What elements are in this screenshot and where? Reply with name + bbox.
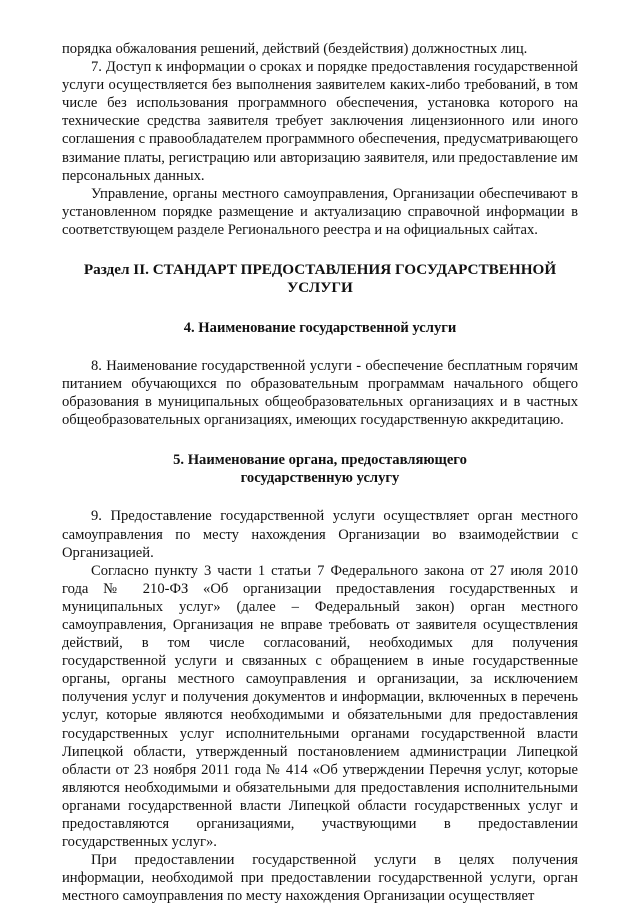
last-paragraph: При предоставлении государственной услуги в целях получения информации, необходимой при предоставлении государственной услуги, орган местного самоуправления по месту нахождения Организации осуществляет [62, 852, 578, 905]
heading-5-line-2: государственную услугу [240, 470, 400, 487]
paragraph-8: 8. Наименование государственной услуги - обеспечение бесплатным горячим питанием обучающихся по образовательным программам начального общего образования в муниципальных общеобразовательных организациях и в частных общеобразовательных организациях, имеющих государственную аккредитацию. [62, 358, 578, 429]
heading-5 [62, 451, 578, 487]
intro-tail-paragraph: порядка обжалования решений, действий (бездействия) должностных лиц. [62, 41, 528, 57]
heading-5-line-1: 5. Наименование органа, предоставляющего [173, 452, 467, 469]
document-page [62, 40, 578, 905]
section-2-title: Раздел II. СТАНДАРТ ПРЕДОСТАВЛЕНИЯ ГОСУДАРСТВЕННОЙ УСЛУГИ [83, 261, 557, 297]
paragraph-7: 7. Доступ к информации о сроках и порядке предоставления государственной услуги осуществляется без выполнения заявителем каких-либо требований, в том числе без использования программного обеспечения, установка которого на технические средства заявителя требует заключения лицензионного или иного соглашения с правообладателем программного обеспечения, предусматривающего взимание платы, регистрацию или авторизацию заявителя, или предоставление им персональных данных. [62, 59, 578, 184]
management-paragraph: Управление, органы местного самоуправления, Организации обеспечивают в установленном порядке размещение и актуализацию справочной информации в соответствующем разделе Регионального реестра и на официальных сайтах. [62, 185, 578, 238]
law-paragraph: Согласно пункту 3 части 1 статьи 7 Федерального закона от 27 июля 2010 года № 210-ФЗ «Об организации предоставления государственных и муниципальных услуг» (далее – Федеральный закон) орган местного самоуправления, Организация не вправе требовать от заявителя осуществления действий, в том числе согласований, необходимых для получения государственной услуги и связанных с обращением в иные государственные органы, органы местного самоуправления и организации, за исключением получения услуг и получения документов и информации, включенных в перечень услуг, которые являются необходимыми и обязательными для предоставления государственных услуг исполнительными органами государственной власти Липецкой области, утвержденный постановлением администрации Липецкой области от 23 ноября 2011 года № 414 «Об утверждении Перечня услуг, которые являются необходимыми и обязательными для предоставления исполнительными органами государственной власти Липецкой области государственных услуг и предоставляются организациями, участвующими в предоставлении государственных услуг». [62, 562, 578, 851]
paragraph-9: 9. Предоставление государственной услуги осуществляет орган местного самоуправления по месту нахождения Организации во взаимодействии с Организацией. [62, 508, 578, 561]
heading-4: 4. Наименование государственной услуги [183, 320, 457, 337]
